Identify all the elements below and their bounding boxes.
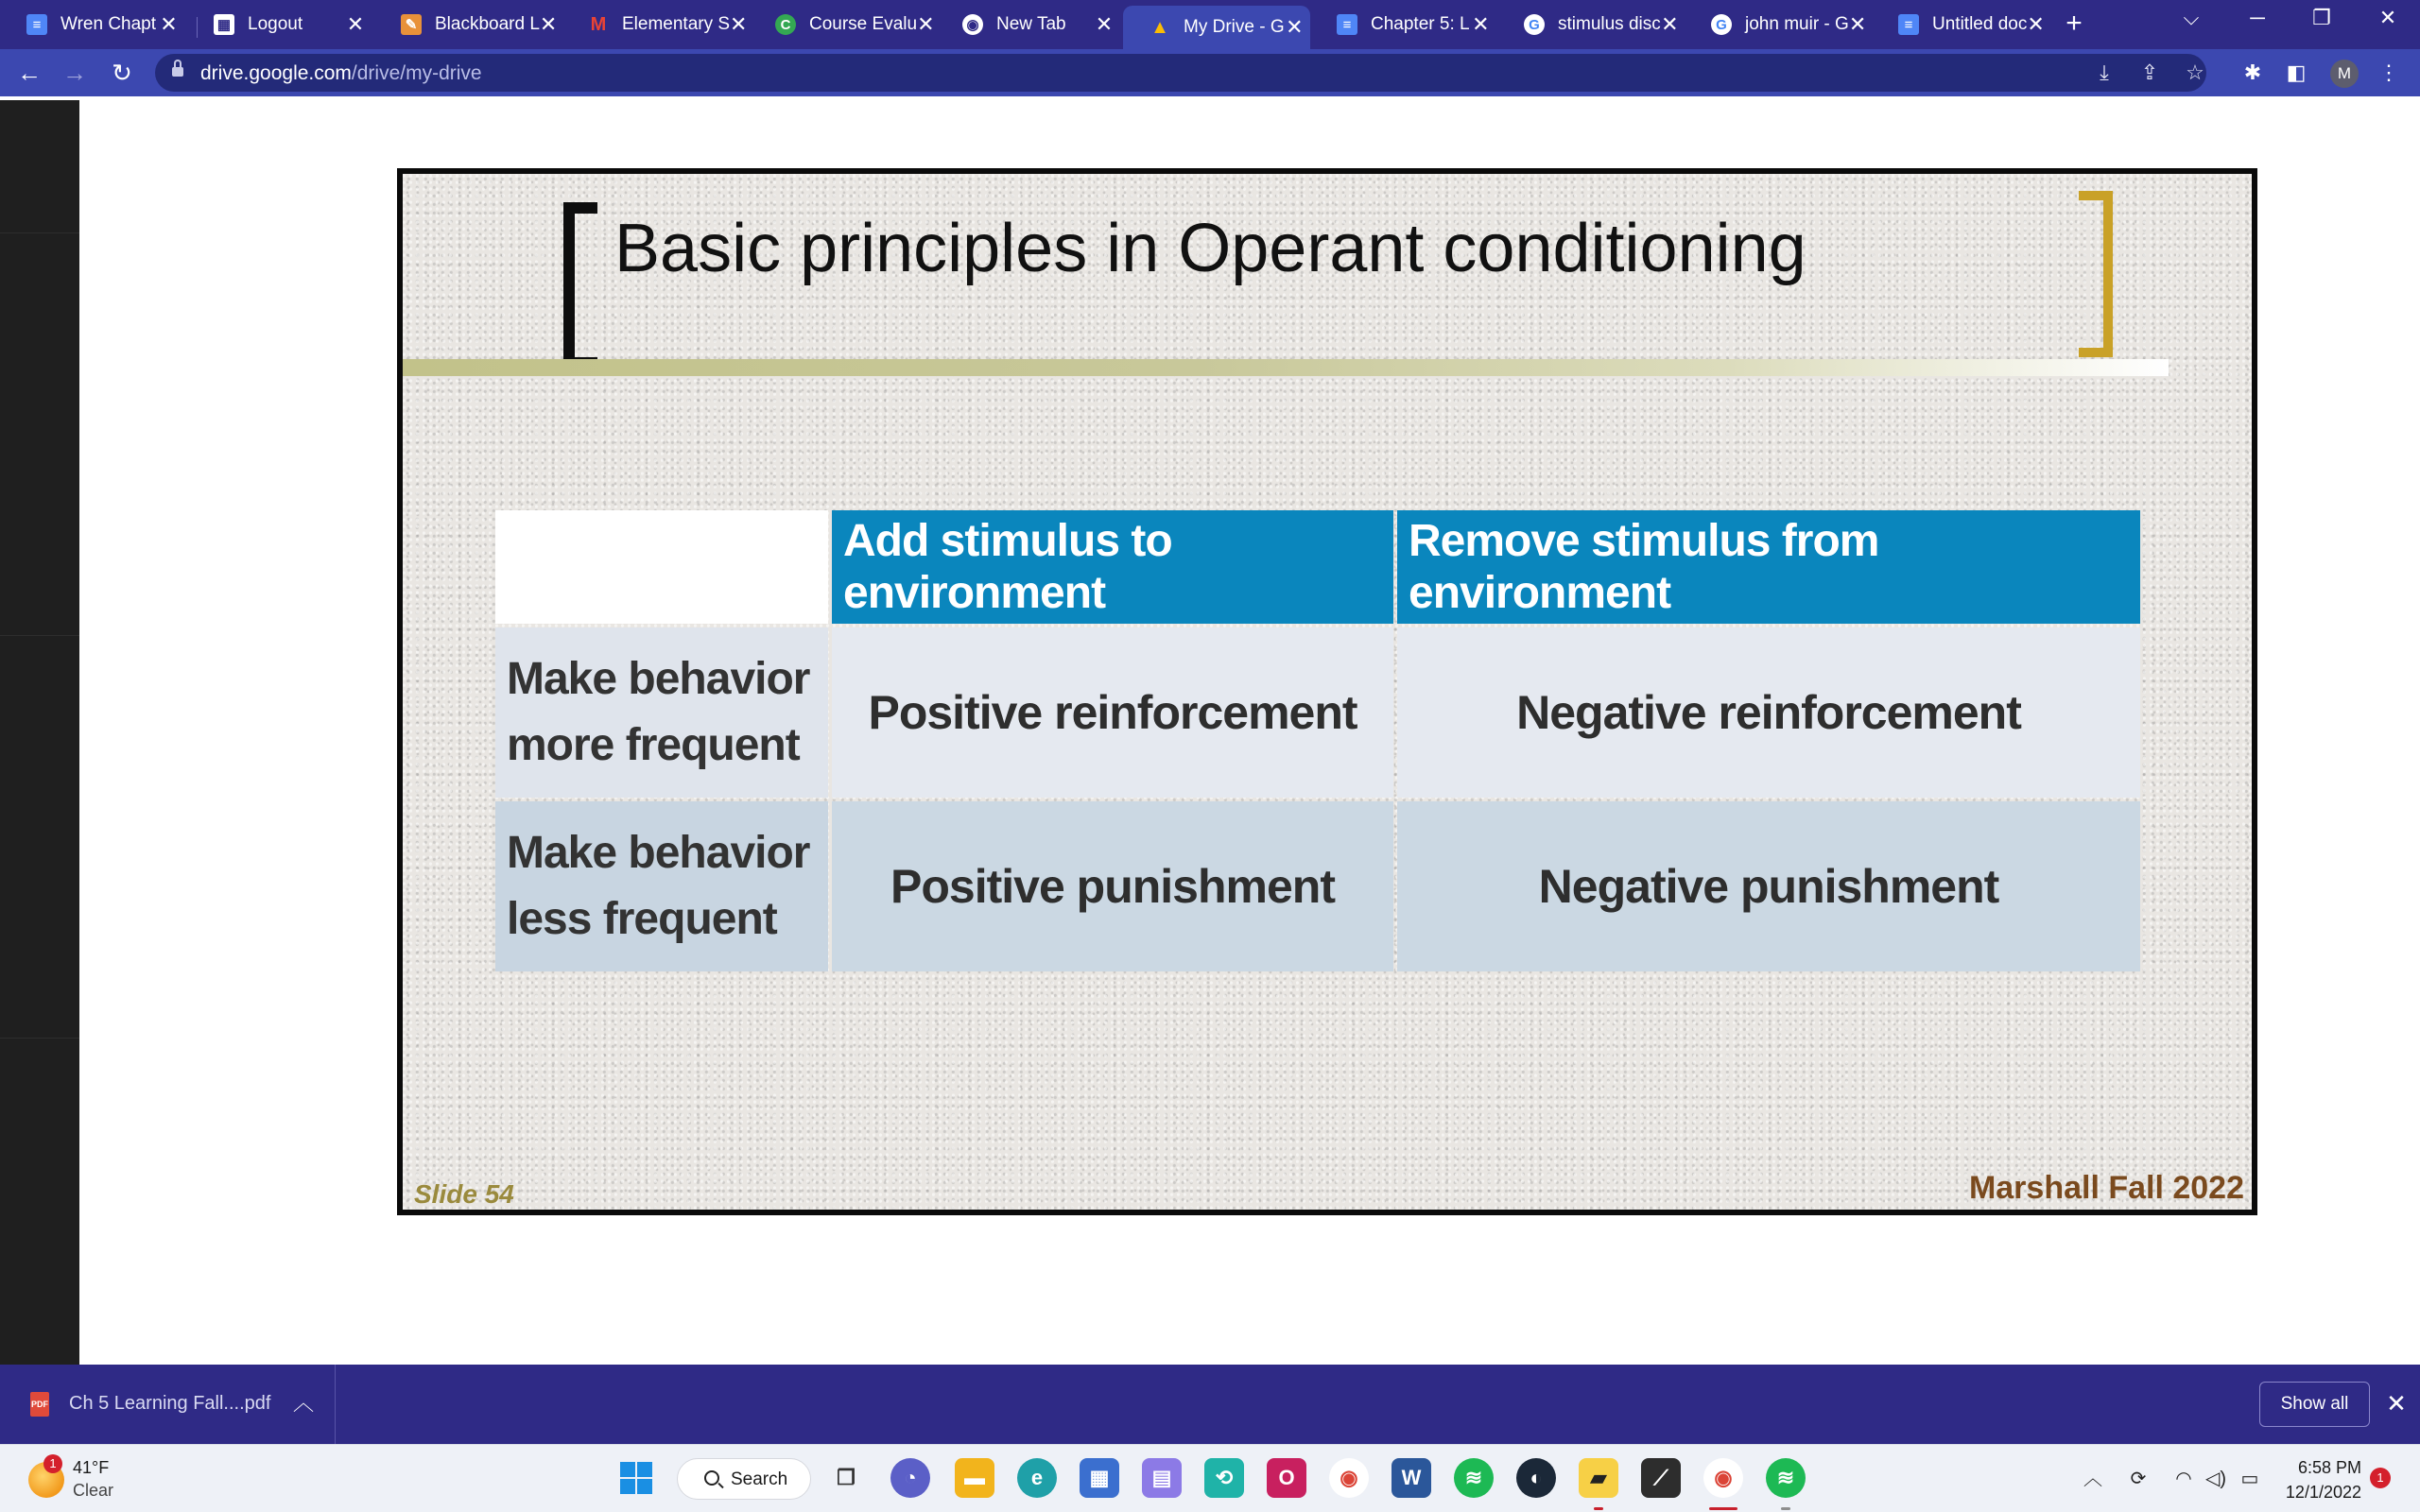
close-icon[interactable]: ✕ xyxy=(1095,12,1114,36)
tab-title: Elementary S xyxy=(622,14,731,34)
forward-arrow-icon[interactable]: → xyxy=(62,59,87,87)
evaluation-icon: C xyxy=(775,14,796,35)
share-icon[interactable]: ⇪ xyxy=(2140,60,2159,84)
wifi-icon[interactable]: ◠ xyxy=(2175,1469,2192,1489)
divider xyxy=(0,232,79,233)
google-icon: G xyxy=(1711,14,1732,35)
tab-title: Untitled doc xyxy=(1932,14,2028,34)
chrome-icon[interactable]: ◉ xyxy=(1329,1458,1369,1498)
running-indicator xyxy=(1781,1507,1790,1510)
tab-stimulus-discrimination[interactable] xyxy=(1497,8,1685,42)
spotify-icon[interactable]: ≋ xyxy=(1454,1458,1494,1498)
reload-icon[interactable]: ↻ xyxy=(112,59,132,87)
minimize-icon[interactable]: ─ xyxy=(2250,6,2265,29)
volume-icon[interactable]: ◁) xyxy=(2204,1469,2227,1489)
close-icon[interactable]: ✕ xyxy=(2027,12,2045,36)
tab-chapter-5[interactable] xyxy=(1310,8,1497,42)
gmail-icon: M xyxy=(590,13,607,35)
extensions-puzzle-icon[interactable]: ✱ xyxy=(2243,60,2262,84)
word-icon[interactable]: W xyxy=(1392,1458,1431,1498)
download-shelf xyxy=(0,1365,2420,1444)
slide xyxy=(397,168,2257,1215)
close-icon[interactable]: ✕ xyxy=(1286,15,1304,39)
close-icon[interactable]: ✕ xyxy=(1472,12,1490,36)
docs-icon: ≡ xyxy=(26,14,47,35)
tab-title: My Drive - G xyxy=(1184,17,1285,37)
title-bracket-right xyxy=(2079,191,2113,357)
chrome-profile-icon[interactable]: ◉ xyxy=(1703,1458,1743,1498)
download-item[interactable] xyxy=(0,1365,336,1444)
taskbar-search[interactable] xyxy=(677,1458,811,1500)
slide-footer: Marshall Fall 2022 xyxy=(1968,1170,2244,1206)
teams-chat-icon[interactable]: ◔ xyxy=(890,1458,930,1498)
tab-blackboard[interactable] xyxy=(374,8,562,42)
google-drive-icon: ▲ xyxy=(1150,16,1169,38)
table-row xyxy=(495,801,2140,971)
restore-icon[interactable]: ❐ xyxy=(2312,6,2331,29)
windows-taskbar xyxy=(0,1444,2420,1512)
operant-conditioning-table xyxy=(492,507,2144,975)
show-all-button[interactable]: Show all xyxy=(2259,1382,2370,1427)
spotify-icon[interactable]: ≋ xyxy=(1766,1458,1806,1498)
pdf-file-icon: PDF xyxy=(30,1392,49,1417)
tab-title: john muir - G xyxy=(1745,14,1849,34)
tab-wren-chapter[interactable] xyxy=(0,8,187,42)
column-header: Add stimulus to environment xyxy=(832,510,1393,624)
tab-title: New Tab xyxy=(996,14,1066,34)
search-icon xyxy=(704,1470,719,1486)
url-host: drive.google.com xyxy=(200,62,352,84)
clock-date[interactable]: 12/1/2022 xyxy=(2285,1483,2361,1502)
close-shelf-icon[interactable]: ✕ xyxy=(2386,1389,2407,1418)
clock-time[interactable]: 6:58 PM xyxy=(2297,1458,2361,1477)
weather-condition[interactable]: Clear xyxy=(73,1481,114,1500)
row-header: Make behavior less frequent xyxy=(495,801,828,971)
close-icon[interactable]: ✕ xyxy=(539,12,558,36)
battery-icon[interactable]: ▭ xyxy=(2240,1469,2259,1489)
store-icon[interactable]: ▦ xyxy=(1080,1458,1119,1498)
close-icon[interactable]: ✕ xyxy=(730,12,748,36)
viewer-left-panel xyxy=(0,100,79,1365)
table-cell: Negative punishment xyxy=(1397,801,2140,971)
chevron-up-icon[interactable]: ︿ xyxy=(2083,1469,2102,1489)
tab-elementary[interactable] xyxy=(562,8,749,42)
new-tab-button[interactable]: + xyxy=(2066,8,2083,39)
edge-icon[interactable]: e xyxy=(1017,1458,1057,1498)
column-header: Remove stimulus from environment xyxy=(1397,510,2140,624)
calculator-app-icon[interactable]: ▤ xyxy=(1142,1458,1182,1498)
chevron-up-icon[interactable]: ︿ xyxy=(292,1391,314,1415)
table-cell: Positive punishment xyxy=(832,801,1393,971)
close-icon[interactable]: ✕ xyxy=(346,12,365,36)
table-cell: Positive reinforcement xyxy=(832,627,1393,798)
sticky-notes-icon[interactable]: ▰ xyxy=(1579,1458,1618,1498)
blackboard-logout-icon: ▦ xyxy=(214,14,234,35)
sync-app-icon[interactable]: ⟲ xyxy=(1204,1458,1244,1498)
browser-toolbar xyxy=(0,49,2420,96)
back-arrow-icon[interactable]: ← xyxy=(17,59,42,87)
opera-icon[interactable]: O xyxy=(1267,1458,1306,1498)
task-view-icon[interactable]: ❐ xyxy=(837,1466,856,1489)
profile-avatar[interactable]: M xyxy=(2330,60,2359,88)
pen-app-icon[interactable]: ⟋ xyxy=(1641,1458,1681,1498)
close-icon[interactable]: ✕ xyxy=(1661,12,1679,36)
tab-title: stimulus disc xyxy=(1558,14,1661,34)
url-path: /drive/my-drive xyxy=(351,62,482,84)
title-underline xyxy=(403,359,2169,376)
tab-untitled-doc[interactable] xyxy=(1872,8,2046,42)
tab-new-tab[interactable] xyxy=(936,8,1123,42)
url-text[interactable] xyxy=(200,62,482,85)
windows-start-icon[interactable] xyxy=(616,1458,656,1498)
tab-course-evaluation[interactable] xyxy=(749,8,936,42)
divider xyxy=(0,1038,79,1039)
google-icon: G xyxy=(1524,14,1545,35)
docs-icon: ≡ xyxy=(1337,14,1357,35)
download-file-name[interactable]: Ch 5 Learning Fall....pdf xyxy=(69,1393,271,1414)
divider xyxy=(0,635,79,636)
steam-icon[interactable]: ◐ xyxy=(1516,1458,1556,1498)
search-label: Search xyxy=(731,1469,788,1489)
tab-my-drive[interactable] xyxy=(1123,6,1310,49)
tab-strip xyxy=(0,0,2420,49)
table-row xyxy=(495,627,2140,798)
weather-temperature[interactable]: 41°F xyxy=(73,1458,110,1477)
table-cell: Negative reinforcement xyxy=(1397,627,2140,798)
tab-search-chevron-icon[interactable]: ⌵ xyxy=(2183,6,2200,29)
chrome-icon: ◉ xyxy=(962,14,983,35)
tab-logout[interactable] xyxy=(187,8,374,42)
active-indicator xyxy=(1709,1507,1737,1510)
notification-badge[interactable]: 1 xyxy=(2370,1468,2391,1488)
bookmark-star-icon[interactable]: ☆ xyxy=(2186,60,2204,84)
docs-icon: ≡ xyxy=(1898,14,1919,35)
slide-title: Basic principles in Operant conditioning xyxy=(614,211,1806,286)
title-bracket-left xyxy=(563,202,597,369)
table-corner-cell xyxy=(495,510,828,624)
install-app-icon[interactable]: ⤓ xyxy=(2100,60,2109,84)
tab-title: Wren Chapt xyxy=(60,14,157,34)
close-icon[interactable]: ✕ xyxy=(1848,12,1867,36)
file-explorer-icon[interactable]: ▬ xyxy=(955,1458,994,1498)
address-bar[interactable] xyxy=(155,54,2206,92)
weather-badge: 1 xyxy=(43,1454,62,1473)
sync-tray-icon[interactable]: ⟳ xyxy=(2130,1469,2147,1489)
close-icon[interactable]: ✕ xyxy=(160,12,178,36)
slide-number: Slide 54 xyxy=(414,1179,514,1209)
side-panel-icon[interactable]: ◧ xyxy=(2286,60,2307,84)
close-icon[interactable]: ✕ xyxy=(917,12,935,36)
window-close-icon[interactable]: ✕ xyxy=(2378,6,2397,29)
lock-icon[interactable] xyxy=(172,65,183,78)
row-header: Make behavior more frequent xyxy=(495,627,828,798)
menu-kebab-icon[interactable]: ⋮ xyxy=(2378,60,2399,84)
table-header-row xyxy=(495,510,2140,624)
tab-title: Chapter 5: L xyxy=(1371,14,1470,34)
blackboard-icon: ✎ xyxy=(401,14,422,35)
tab-title: Logout xyxy=(248,14,303,34)
tab-title: Blackboard L xyxy=(435,14,540,34)
tab-john-muir[interactable] xyxy=(1685,8,1872,42)
running-indicator xyxy=(1594,1507,1603,1510)
tab-title: Course Evalu xyxy=(809,14,918,34)
